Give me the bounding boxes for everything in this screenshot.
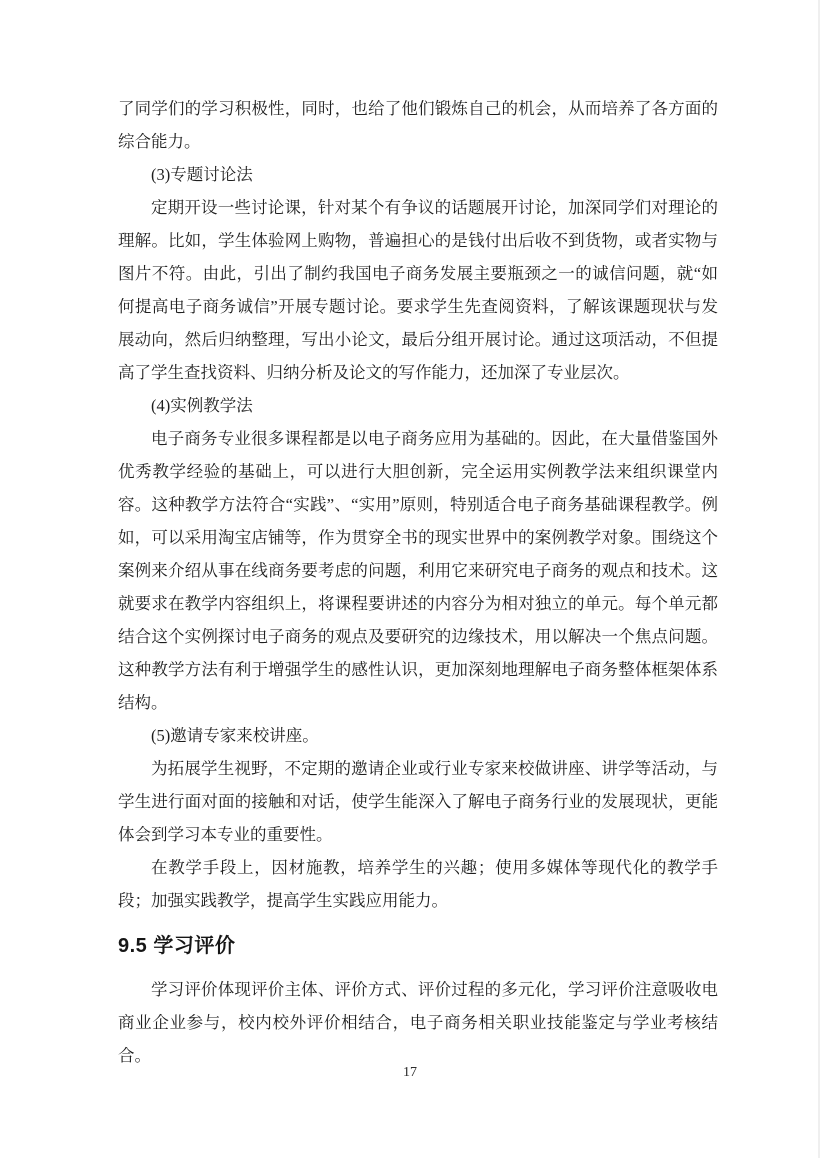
paragraph: (4)实例教学法	[151, 396, 253, 415]
page-footer	[0, 1063, 820, 1083]
paragraph: 了同学们的学习积极性，同时，也给了他们锻炼自己的机会，从而培养了各方面的综合能力。	[118, 99, 718, 151]
paragraph: 在教学手段上，因材施教，培养学生的兴趣；使用多媒体等现代化的教学手段；加强实践教学，提高学生实践应用能力。	[118, 858, 718, 910]
paragraph: 学习评价体现评价主体、评价方式、评价过程的多元化，学习评价注意吸收电商业企业参与，校内校外评价相结合，电子商务相关职业技能鉴定与学业考核结合。	[118, 980, 718, 1065]
document-body	[118, 92, 718, 1072]
page-number: 17	[403, 1065, 417, 1080]
paragraph: 定期开设一些讨论课，针对某个有争议的话题展开讨论，加深同学们对理论的理解。比如，学生体验网上购物，普遍担心的是钱付出后收不到货物，或者实物与图片不符。由此，引出了制约我国电子商务发展主要瓶颈之一的诚信问题，就“如何提高电子商务诚信”开展专题讨论。要求学生先查阅资料，了解该课题现状与发展动向，然后归纳整理，写出小论文，最后分组开展讨论。通过这项活动，不但提高了学生查找资料、归纳分析及论文的写作能力，还加深了专业层次。	[118, 198, 718, 382]
paragraph: (3)专题讨论法	[151, 165, 253, 184]
paragraph: 电子商务专业很多课程都是以电子商务应用为基础的。因此，在大量借鉴国外优秀教学经验的基础上，可以进行大胆创新，完全运用实例教学法来组织课堂内容。这种教学方法符合“实践”、“实用”原则，特别适合电子商务基础课程教学。例如，可以采用淘宝店铺等，作为贯穿全书的现实世界中的案例教学对象。围绕这个案例来介绍从事在线商务要考虑的问题，利用它来研究电子商务的观点和技术。这就要求在教学内容组织上，将课程要讲述的内容分为相对独立的单元。每个单元都结合这个实例探讨电子商务的观点及要研究的边缘技术，用以解决一个焦点问题。这种教学方法有利于增强学生的感性认识，更加深刻地理解电子商务整体框架体系结构。	[118, 429, 718, 712]
paragraph: (5)邀请专家来校讲座。	[151, 726, 319, 745]
paragraph: 为拓展学生视野，不定期的邀请企业或行业专家来校做讲座、讲学等活动，与学生进行面对面的接触和对话，使学生能深入了解电子商务行业的发展现状，更能体会到学习本专业的重要性。	[118, 759, 718, 844]
section-heading: 9.5 学习评价	[118, 935, 236, 957]
